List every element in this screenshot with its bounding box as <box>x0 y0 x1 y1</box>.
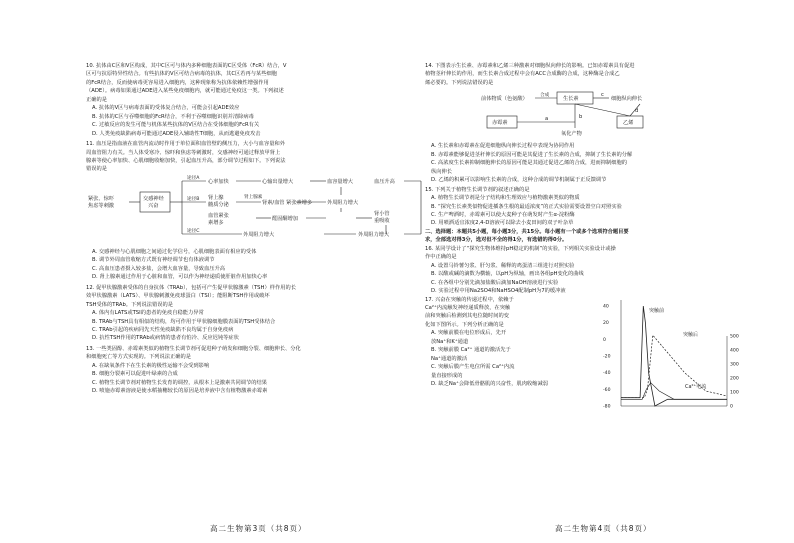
sec2-line-0: 二、选择题：本题共5小题，每小题3分，共15分。每小题有一个或多个选项符合题目要 <box>425 228 629 235</box>
q17-potential-chart <box>601 296 761 414</box>
q12-option-1: B. TRAb与TSH具有相似的结构，均可作用于甲状腺细胞膜表面的TSH受体结合 <box>92 318 276 325</box>
q14-line-2: 烯必要的。下列说法错误的是 <box>425 79 494 86</box>
q17-line-2: 前和突触后检测到其电位随时间的变 <box>425 313 509 320</box>
q14-option-2: C. 高浓度生长素抑制细胞伸长的原因可能是其通过促进乙烯的合成，进而抑制细胞的 <box>431 160 628 167</box>
q14-elong: 细胞纵向伸长 <box>611 96 643 103</box>
q13-line-1: 和细胞死亡等方式实现的。下列说法正确的是 <box>86 354 191 361</box>
question-13-options <box>86 362 442 396</box>
q14-label-c: c <box>601 92 604 99</box>
q16-option-3: D. 实验过程中用Na2SO4和NaHSO4配制pH为7的缓冲液 <box>431 288 566 295</box>
q10-line-3: （ADE）。病毒如果通过ADE进入某些免疫细胞内，就可能通过免疫这一类。下列叙述 <box>86 88 284 95</box>
question-14 <box>425 62 781 87</box>
q16-option-1: B. 以酸或碱的滴数为横轴，以pH为纵轴，画出各组pH变化的曲线 <box>431 271 584 278</box>
q11-aldo: 醛固酮增加 <box>272 215 298 222</box>
q17-yright-tick: 200 <box>730 376 739 382</box>
question-15: 15. 下列关于植物生长调节剂的叙述正确的是 <box>425 186 530 193</box>
question-14-options <box>425 142 781 184</box>
q17-line-3: 化如下图所示。下列分析正确的是 <box>425 321 504 328</box>
q17-option-0: A. 突触前膜在电位形成后，先开 <box>431 330 507 337</box>
q11-vaso-b: 素增多 <box>208 219 224 226</box>
q13-option-1: B. 细胞分裂素可以促进叶绿素的合成 <box>92 371 178 378</box>
right-column <box>425 62 781 446</box>
q14-precursor: 前体物质（色氨酸） <box>481 96 528 103</box>
q14-eth: 乙烯 <box>623 120 634 127</box>
q17-yleft-tick: 20 <box>603 320 609 326</box>
q17-line-1: Ca²⁺内流触发神经递质释放，在突触 <box>425 304 511 311</box>
question-13 <box>86 345 442 362</box>
q11-line-2: 腺素等使心率加快、心肌细胞收缩加快，引起血压升高，部分调节过程如下。下列说法 <box>86 157 286 164</box>
q17-yleft-tick: 40 <box>603 304 609 310</box>
q17-option-2: B. 突触前膜 Ca²⁺ 通道的激活先于 <box>431 347 511 354</box>
question-17-options <box>425 329 597 388</box>
q14-synth: 合成 <box>540 93 550 99</box>
q11-option-2: C. 高血压患者摄入较多盐，会增大血容量，导致血压升高 <box>92 265 226 272</box>
q10-line-1: 区可与抗原特异性结合。有些抗体的V区可结合病毒的抗体，其C区若再与某些细胞 <box>86 71 278 78</box>
question-12-options <box>86 309 442 343</box>
q14-line-1: 植物茎秆伸长的作用，而生长素合成过程中会有ACC合成酶的合成，这种酶是合成乙 <box>425 71 620 78</box>
q13-line-0: 13. 一些类固醇、赤霉素类似的植物生长调节剂可促进种子萌发和细胞分裂、细胞伸长、分化 <box>86 345 301 352</box>
q11-n1-a: 交感神经 <box>143 195 164 202</box>
q14-oxid: 氧化产物 <box>561 131 582 138</box>
q11-bp-up: 血压升高 <box>374 178 395 185</box>
q17-curve-ca <box>621 382 727 399</box>
q11-water-b: 重吸收 <box>374 217 390 224</box>
q17-option-1: 放Na⁺和K⁺通道 <box>431 338 469 345</box>
q10-option-3: D. 人类免疫缺陷病毒可能通过ADE侵入辅助性T细胞，从而逃避免疫攻击 <box>92 130 261 137</box>
q11-water-a: 肾小管 <box>374 210 390 217</box>
q12-line-1: 效甲状腺激素（LATS）、甲状腺刺激免疫球蛋白（TSI）；能阻断TSH作用或破坏 <box>86 293 270 300</box>
q17-yright-tick: 500 <box>730 334 739 340</box>
q14-option-1: B. 赤霉素能够促进茎秆伸长的原因可能是其促进了生长素的合成，抑制了生长素的分解 <box>431 151 633 158</box>
q11-resist: 外周阻力增大 <box>327 199 359 206</box>
question-12 <box>86 284 442 309</box>
q17-option-6: D. 缺乏Na⁺会降低骨骼肌的兴奋性，肌肉收缩减弱 <box>431 381 549 388</box>
q17-block <box>425 296 781 446</box>
q17-line-0: 17. 兴奋在突触的传递过程中，依赖于 <box>425 296 514 303</box>
q11-start-1: 紧张、惊吓 <box>88 195 114 202</box>
q16-option-0: A. 设置马铃薯匀浆、肝匀浆、稀释的鸡蛋清三组进行对照实验 <box>431 262 575 269</box>
q11-line-3: 错误的是 <box>86 166 107 173</box>
q17-yright-tick: 0 <box>730 404 733 410</box>
q14-hormone-svg <box>425 88 781 141</box>
footer-right: 高二生物第4页（共8页） <box>555 524 652 533</box>
q17-yright-tick: 300 <box>730 362 739 368</box>
q11-option-1: B. 调节外周血管收缩方式既有神经调节也有体液调节 <box>92 257 215 264</box>
q11-adrenal-b: 髓质分泌 <box>208 201 229 208</box>
q10-line-2: 的FcR结合，反而使病毒更容易进入细胞内，这种现象称为抗体依赖性增强作用 <box>86 79 269 86</box>
q17-label-ca: Ca²⁺电流 <box>685 383 707 390</box>
q13-option-2: C. 植物生长调节剂对植物生长发育的调控，从根本上是激素共同调节的结果 <box>92 379 268 386</box>
question-17 <box>425 296 597 330</box>
sec2-line-1: 求，全部选对得3分，选对但不全的得1分，有选错的得0分。 <box>425 237 568 244</box>
q17-yleft-tick: 0 <box>603 337 606 343</box>
q17-yleft-tick: -60 <box>603 387 611 393</box>
q17-yright-tick: 100 <box>730 390 739 396</box>
q12-line-0: 12. 促甲状腺激素受体的自身抗体（TRAb），包括可产生促甲状腺激素（TSH）样作用的长 <box>86 284 296 291</box>
q14-label-b: b <box>579 114 583 121</box>
q17-option-4: C. 突触后膜产生电位所需 Ca²⁺内流 <box>431 364 515 371</box>
q11-bp: 血容量增大 <box>327 178 353 185</box>
q15-option-0: A. 植物生长调节剂是分子结构和生理效应与植物激素类似的物质 <box>431 195 580 202</box>
q14-option-0: A. 生长素和赤霉素在促进细胞纵向伸长过程中表现为协同作用 <box>431 143 575 150</box>
section-2-header <box>425 228 781 245</box>
q17-option-3: Na⁺通道的激活 <box>431 355 468 362</box>
question-15-options <box>425 194 781 228</box>
q14-label-d: d <box>635 108 639 115</box>
q17-curve-post <box>621 335 727 398</box>
q12-option-0: A. 体内有LATS或TSI的患者的免疫自稳能力异常 <box>92 310 204 317</box>
question-10-options <box>86 104 442 138</box>
q14-iaa: 生长素 <box>563 96 579 103</box>
q17-yleft-tick: -20 <box>603 354 611 360</box>
q11-flow-svg <box>86 175 442 246</box>
footer-left: 高二生物第3页（共8页） <box>210 524 307 533</box>
q11-path-b: 途径B <box>187 196 200 202</box>
q14-option-3: 纵向伸长 <box>431 168 452 175</box>
q14-line-0: 14. 下图表示生长素、赤霉素和乙烯三种激素对细胞纵向伸长的影响。已知赤霉素具有促进 <box>425 63 635 69</box>
q16-line-0: 16. 某同学设计了“探究生物体维持pH稳定的机制”的实验，下列相关实验设计或操 <box>425 245 616 252</box>
q11-option-3: D. 肾上腺素通过作用于心脏和血管，可以作为神经递质使肝脏作用加快心率 <box>92 274 268 281</box>
q17-text <box>425 296 597 389</box>
q10-option-0: A. 抗体的V区与病毒表面的受体复合结合，可能会引起ADE效应 <box>92 105 240 112</box>
q14-hormone-diagram <box>425 88 781 141</box>
q10-line-0: 10. 抗体由C区和V区构成，其中C区可与体内多种细胞表面的C区受体（FcR）结合，V <box>86 63 287 69</box>
q16-line-1: 作中正确的是 <box>425 254 457 261</box>
question-16 <box>425 245 781 262</box>
q11-pressure: 外周阻力增大 <box>358 231 390 238</box>
question-11 <box>86 140 442 174</box>
q11-option-0: A. 交感神经与心肌细胞之间通过化学信号，心肌细胞表面有相应的受体 <box>92 248 257 255</box>
q11-adrenal-a: 肾上腺 <box>208 194 224 201</box>
q17-label-pre: 突触前 <box>649 307 665 314</box>
q17-yleft-tick: -40 <box>603 370 611 376</box>
q12-option-2: C. TRAb引起的疾病同先天性免疫缺陷不良均属于自身免疫病 <box>92 326 234 333</box>
q11-output: 心输出量增大 <box>262 178 294 185</box>
q14-gib: 赤霉素 <box>492 120 508 127</box>
q11-vaso-a: 血管紧张 <box>208 212 229 219</box>
q12-line-2: TSH受体的TRAb。下列说法错误的是 <box>86 301 174 308</box>
q13-option-0: A. 在缺氧条件下在生长素的极性运输不会受到影响 <box>92 362 210 369</box>
question-16-options <box>425 262 781 296</box>
q11-n1-b: 兴奋 <box>148 202 159 209</box>
q11-ne: 肾上腺素 <box>244 194 263 200</box>
q10-option-1: B. 抗体的C区与吞噬细胞的FcR结合，不利于吞噬细胞识别并清除病毒 <box>92 113 254 120</box>
q11-path-c: 途径C <box>187 228 200 234</box>
q17-curve-pre <box>621 306 727 406</box>
q11-line-1: 周血管阻力有关。当人体受寒冷、惊吓和焦虑等刺激时，交感神经可通过释放甲肾上 <box>86 149 281 156</box>
q14-label-a: a <box>545 116 549 123</box>
left-column <box>86 62 442 396</box>
question-11-options <box>86 248 442 282</box>
q17-yleft-tick: -80 <box>603 404 611 410</box>
q11-start-2: 焦虑等刺激 <box>88 202 114 209</box>
q11-path-a: 途径A <box>187 175 200 181</box>
q15-option-1: B. “探究生长素类似物促进插条生根的最适浓度”的正式实验需要设置空白对照实验 <box>431 203 622 210</box>
q17-yright-tick: 400 <box>730 348 739 354</box>
q11-renin: 肾素/血管 紧张素增多 <box>262 199 313 206</box>
question-10 <box>86 62 442 104</box>
q14-option-4: D. 乙烯的积累可以影响生长素的合成，这种合成的调节机制属于正反馈调节 <box>431 177 607 184</box>
q10-line-4: 正确的是 <box>86 96 107 103</box>
q11-periph: 外周阻力增大 <box>243 231 275 238</box>
q12-option-3: D. 抗性TSH作用的TRAb或病情的患者有怕冷、反应迟钝等症状 <box>92 335 239 342</box>
q11-heart: 心率加快 <box>208 178 229 185</box>
q17-label-post: 突触后 <box>683 331 699 338</box>
q11-flow-diagram <box>86 175 442 246</box>
q15-option-3: D. 用喷洒适宜浓度2,4-D溶液可以除去小麦田间的双子叶杂草 <box>431 220 574 227</box>
q13-option-3: D. 喷施赤霉素溶液是使水稻抽穗较长的原因是培养液中含有植物激素赤霉素 <box>92 388 268 395</box>
q10-option-2: C. 过敏反应的发生可能与机体某些抗体的V区结合在受体细胞的FcR有关 <box>92 122 260 129</box>
q11-line-0: 11. 血压是指血液在血管内流动时作用于单位面积血管壁的侧压力，大小与血容量和外 <box>86 141 286 148</box>
q15-option-2: C. 生产啤酒时，赤霉素可以使大麦种子在萌发时产生α-淀粉酶 <box>431 211 575 218</box>
q16-option-2: C. 在各组中分别先滴加盐酸后滴加NaOH溶液进行实验 <box>431 279 559 286</box>
q17-option-5: 量直接形成的 <box>431 372 463 379</box>
